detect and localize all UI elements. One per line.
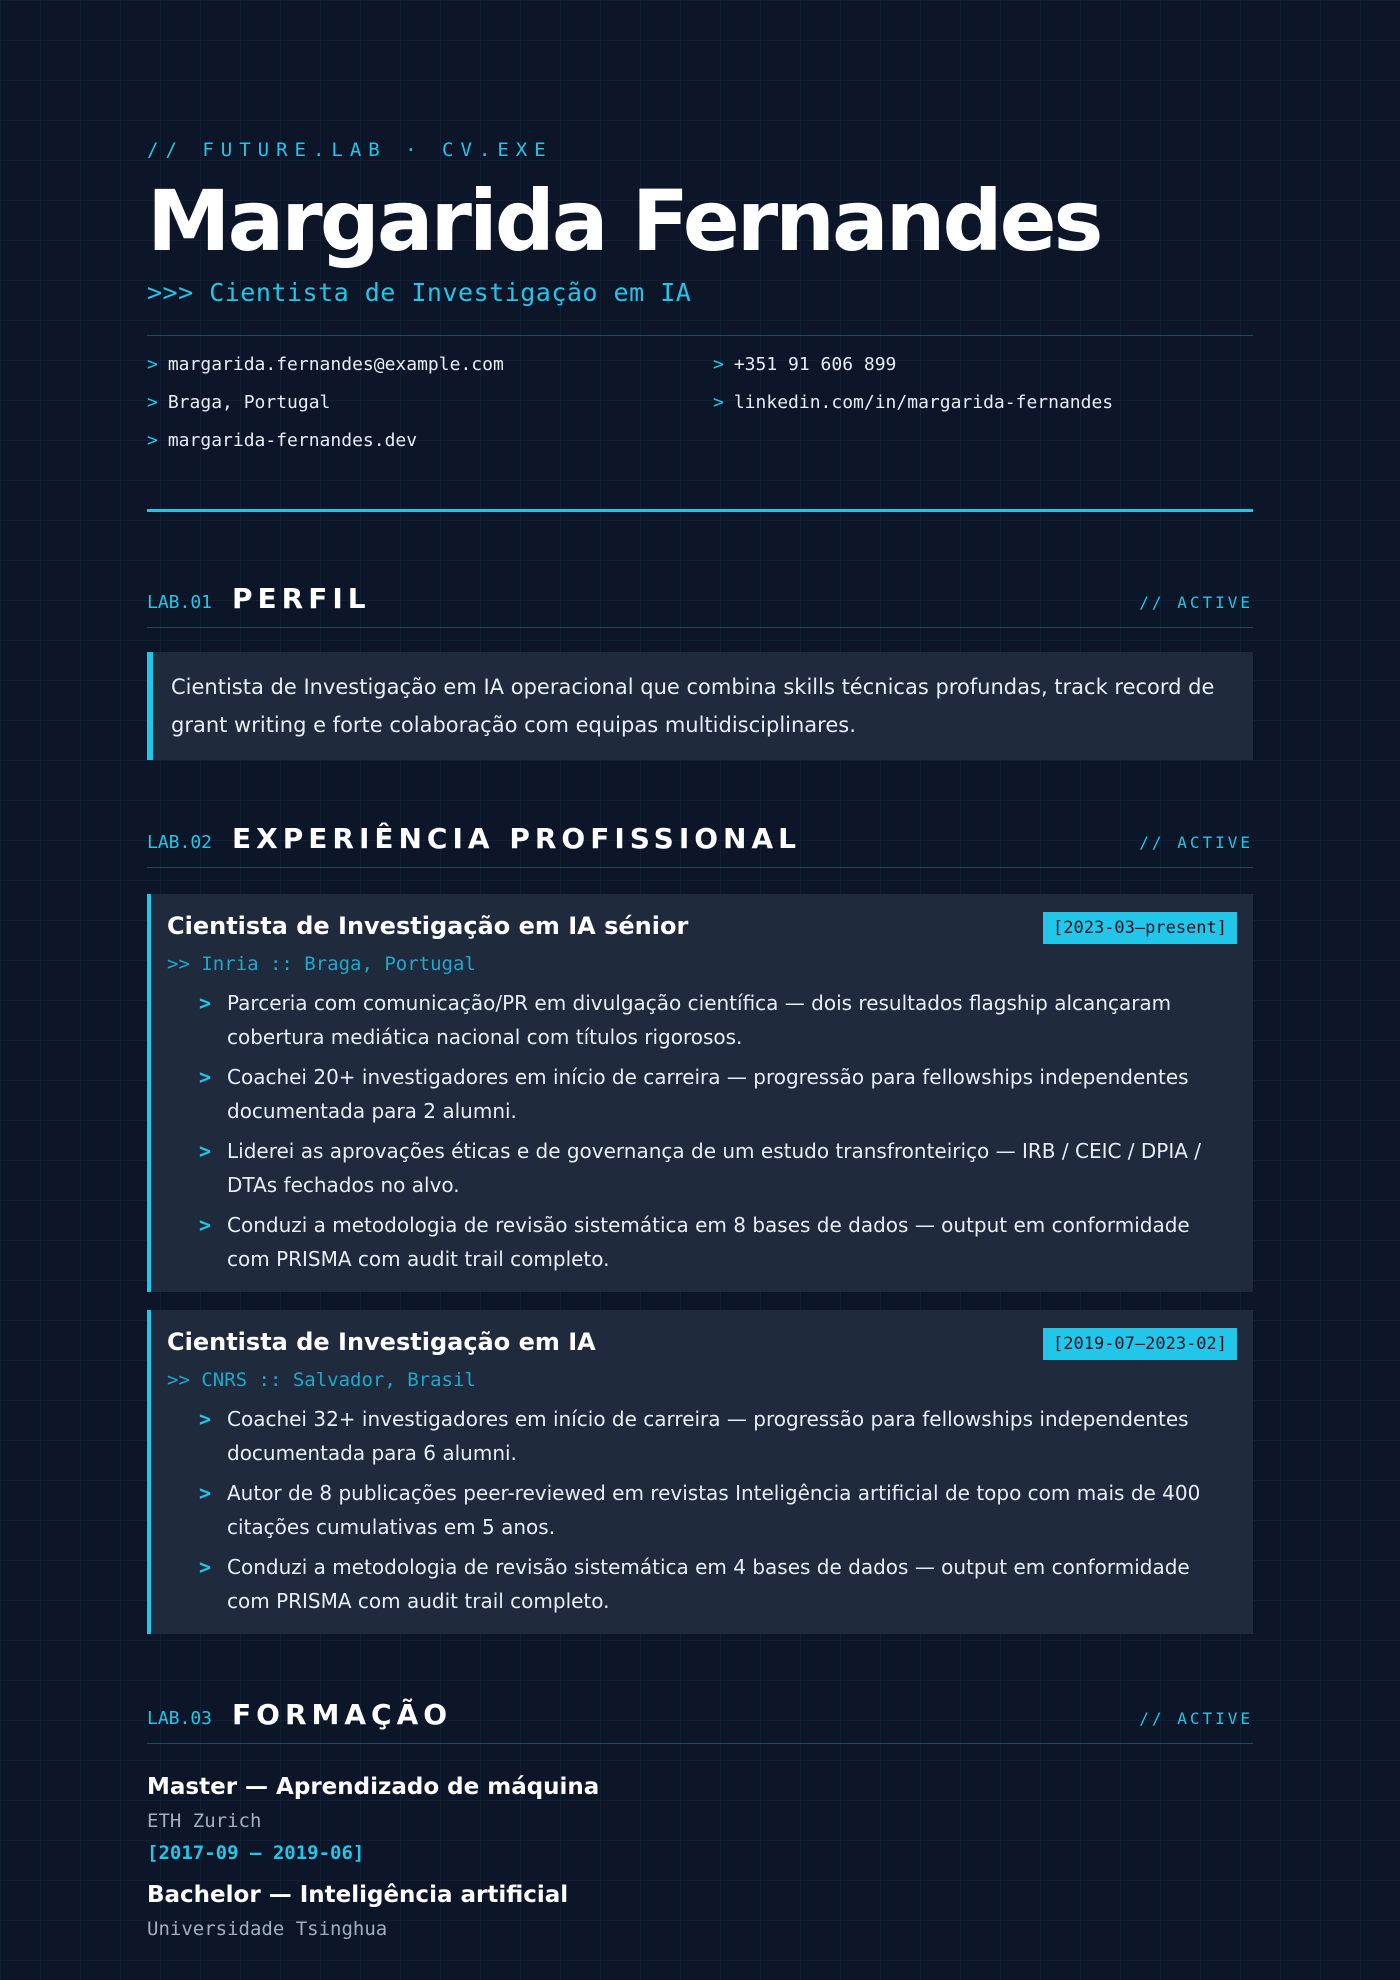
contact-phone-text: +351 91 606 899 [733, 354, 897, 375]
job-date-badge: [2019-07—2023-02] [1043, 1328, 1237, 1360]
chevron-right-icon: > [199, 1481, 212, 1505]
cv-page [147, 0, 1253, 1956]
section-code: LAB.01 [147, 592, 213, 613]
job-bullets [167, 1402, 1237, 1618]
job-bullets [167, 986, 1237, 1276]
section-title: PERFIL [232, 582, 371, 615]
job-date-badge: [2023-03—present] [1043, 912, 1237, 944]
list-item [199, 1208, 1237, 1276]
contact-location-text: Braga, Portugal [167, 392, 331, 413]
education-school: Universidade Tsinghua [147, 1918, 388, 1940]
education-degree: Master — Aprendizado de máquina [147, 1774, 600, 1800]
contact-email[interactable] [147, 348, 713, 382]
list-item [199, 986, 1237, 1054]
education-school: ETH Zurich [147, 1810, 262, 1832]
header-rule [147, 509, 1253, 512]
chevron-right-icon: > [147, 392, 158, 413]
person-role: >>> Cientista de Investigação em IA [147, 278, 692, 307]
section-header [147, 822, 1253, 868]
section-header [147, 1698, 1253, 1744]
chevron-right-icon: > [147, 430, 158, 451]
chevron-right-icon: > [199, 1213, 212, 1237]
section-status: // ACTIVE [1139, 833, 1253, 852]
contact-linkedin-text: linkedin.com/in/margarida-fernandes [733, 392, 1114, 413]
bullet-text: Conduzi a metodologia de revisão sistemática em 8 bases de dados — output em conformidade com PRISMA com audit trail completo. [227, 1213, 1190, 1271]
section-header [147, 582, 1253, 628]
list-item [199, 1476, 1237, 1544]
experience-section [147, 822, 1253, 1634]
section-status: // ACTIVE [1139, 593, 1253, 612]
bullet-text: Liderei as aprovações éticas e de governança de um estudo transfronteiriço — IRB / CEIC / DPIA / DTAs fechados no alvo. [227, 1139, 1202, 1197]
job-entry [147, 1310, 1253, 1634]
section-code: LAB.02 [147, 832, 213, 853]
section-code: LAB.03 [147, 1708, 213, 1729]
job-organization: >> Inria :: Braga, Portugal [167, 953, 476, 975]
profile-summary: Cientista de Investigação em IA operacional que combina skills técnicas profundas, track record de grant writing e forte colaboração com equipas multidisciplinares. [147, 652, 1253, 760]
bullet-text: Autor de 8 publicações peer-reviewed em revistas Inteligência artificial de topo com mais de 400 citações cumulativas em 5 anos. [227, 1481, 1201, 1539]
education-entry [147, 1878, 1253, 1946]
contact-website-text: margarida-fernandes.dev [167, 430, 418, 451]
education-section [147, 1698, 1253, 1946]
education-degree: Bachelor — Inteligência artificial [147, 1882, 569, 1908]
chevron-right-icon: > [147, 354, 158, 375]
header-eyebrow: // FUTURE.LAB · CV.EXE [147, 139, 553, 161]
chevron-right-icon: > [199, 1555, 212, 1579]
profile-section [147, 582, 1253, 760]
chevron-right-icon: > [199, 1407, 212, 1431]
cv-header [147, 0, 1253, 512]
contact-location [147, 386, 713, 420]
bullet-text: Conduzi a metodologia de revisão sistemática em 4 bases de dados — output em conformidade com PRISMA com audit trail completo. [227, 1555, 1190, 1613]
chevron-right-icon: > [713, 392, 724, 413]
contact-website[interactable] [147, 424, 713, 458]
chevron-right-icon: > [199, 1065, 212, 1089]
job-title: Cientista de Investigação em IA [167, 1328, 596, 1356]
education-list [147, 1770, 1253, 1946]
bullet-text: Parceria com comunicação/PR em divulgação científica — dois resultados flagship alcançaram cobertura mediática nacional com títulos rigorosos. [227, 991, 1172, 1049]
list-item [199, 1402, 1237, 1470]
contact-list [147, 348, 1253, 458]
contact-phone[interactable] [713, 348, 1253, 382]
education-date: [2017-09 – 2019-06] [147, 1842, 365, 1864]
list-item [199, 1060, 1237, 1128]
section-status: // ACTIVE [1139, 1709, 1253, 1728]
chevron-right-icon: > [713, 354, 724, 375]
bullet-text: Coachei 20+ investigadores em início de carreira — progressão para fellowships independentes documentada para 2 alumni. [227, 1065, 1189, 1123]
contact-divider [147, 335, 1253, 336]
education-entry [147, 1770, 1253, 1868]
bullet-text: Coachei 32+ investigadores em início de carreira — progressão para fellowships independentes documentada para 6 alumni. [227, 1407, 1189, 1465]
chevron-right-icon: > [199, 1139, 212, 1163]
job-entry [147, 894, 1253, 1292]
contact-linkedin[interactable] [713, 386, 1253, 420]
job-organization: >> CNRS :: Salvador, Brasil [167, 1369, 476, 1391]
section-title: EXPERIÊNCIA PROFISSIONAL [232, 822, 801, 855]
list-item [199, 1134, 1237, 1202]
list-item [199, 1550, 1237, 1618]
job-title: Cientista de Investigação em IA sénior [167, 912, 689, 940]
section-title: FORMAÇÃO [232, 1698, 453, 1731]
person-name: Margarida Fernandes [147, 172, 1101, 270]
chevron-right-icon: > [199, 991, 212, 1015]
contact-email-text: margarida.fernandes@example.com [167, 354, 504, 375]
